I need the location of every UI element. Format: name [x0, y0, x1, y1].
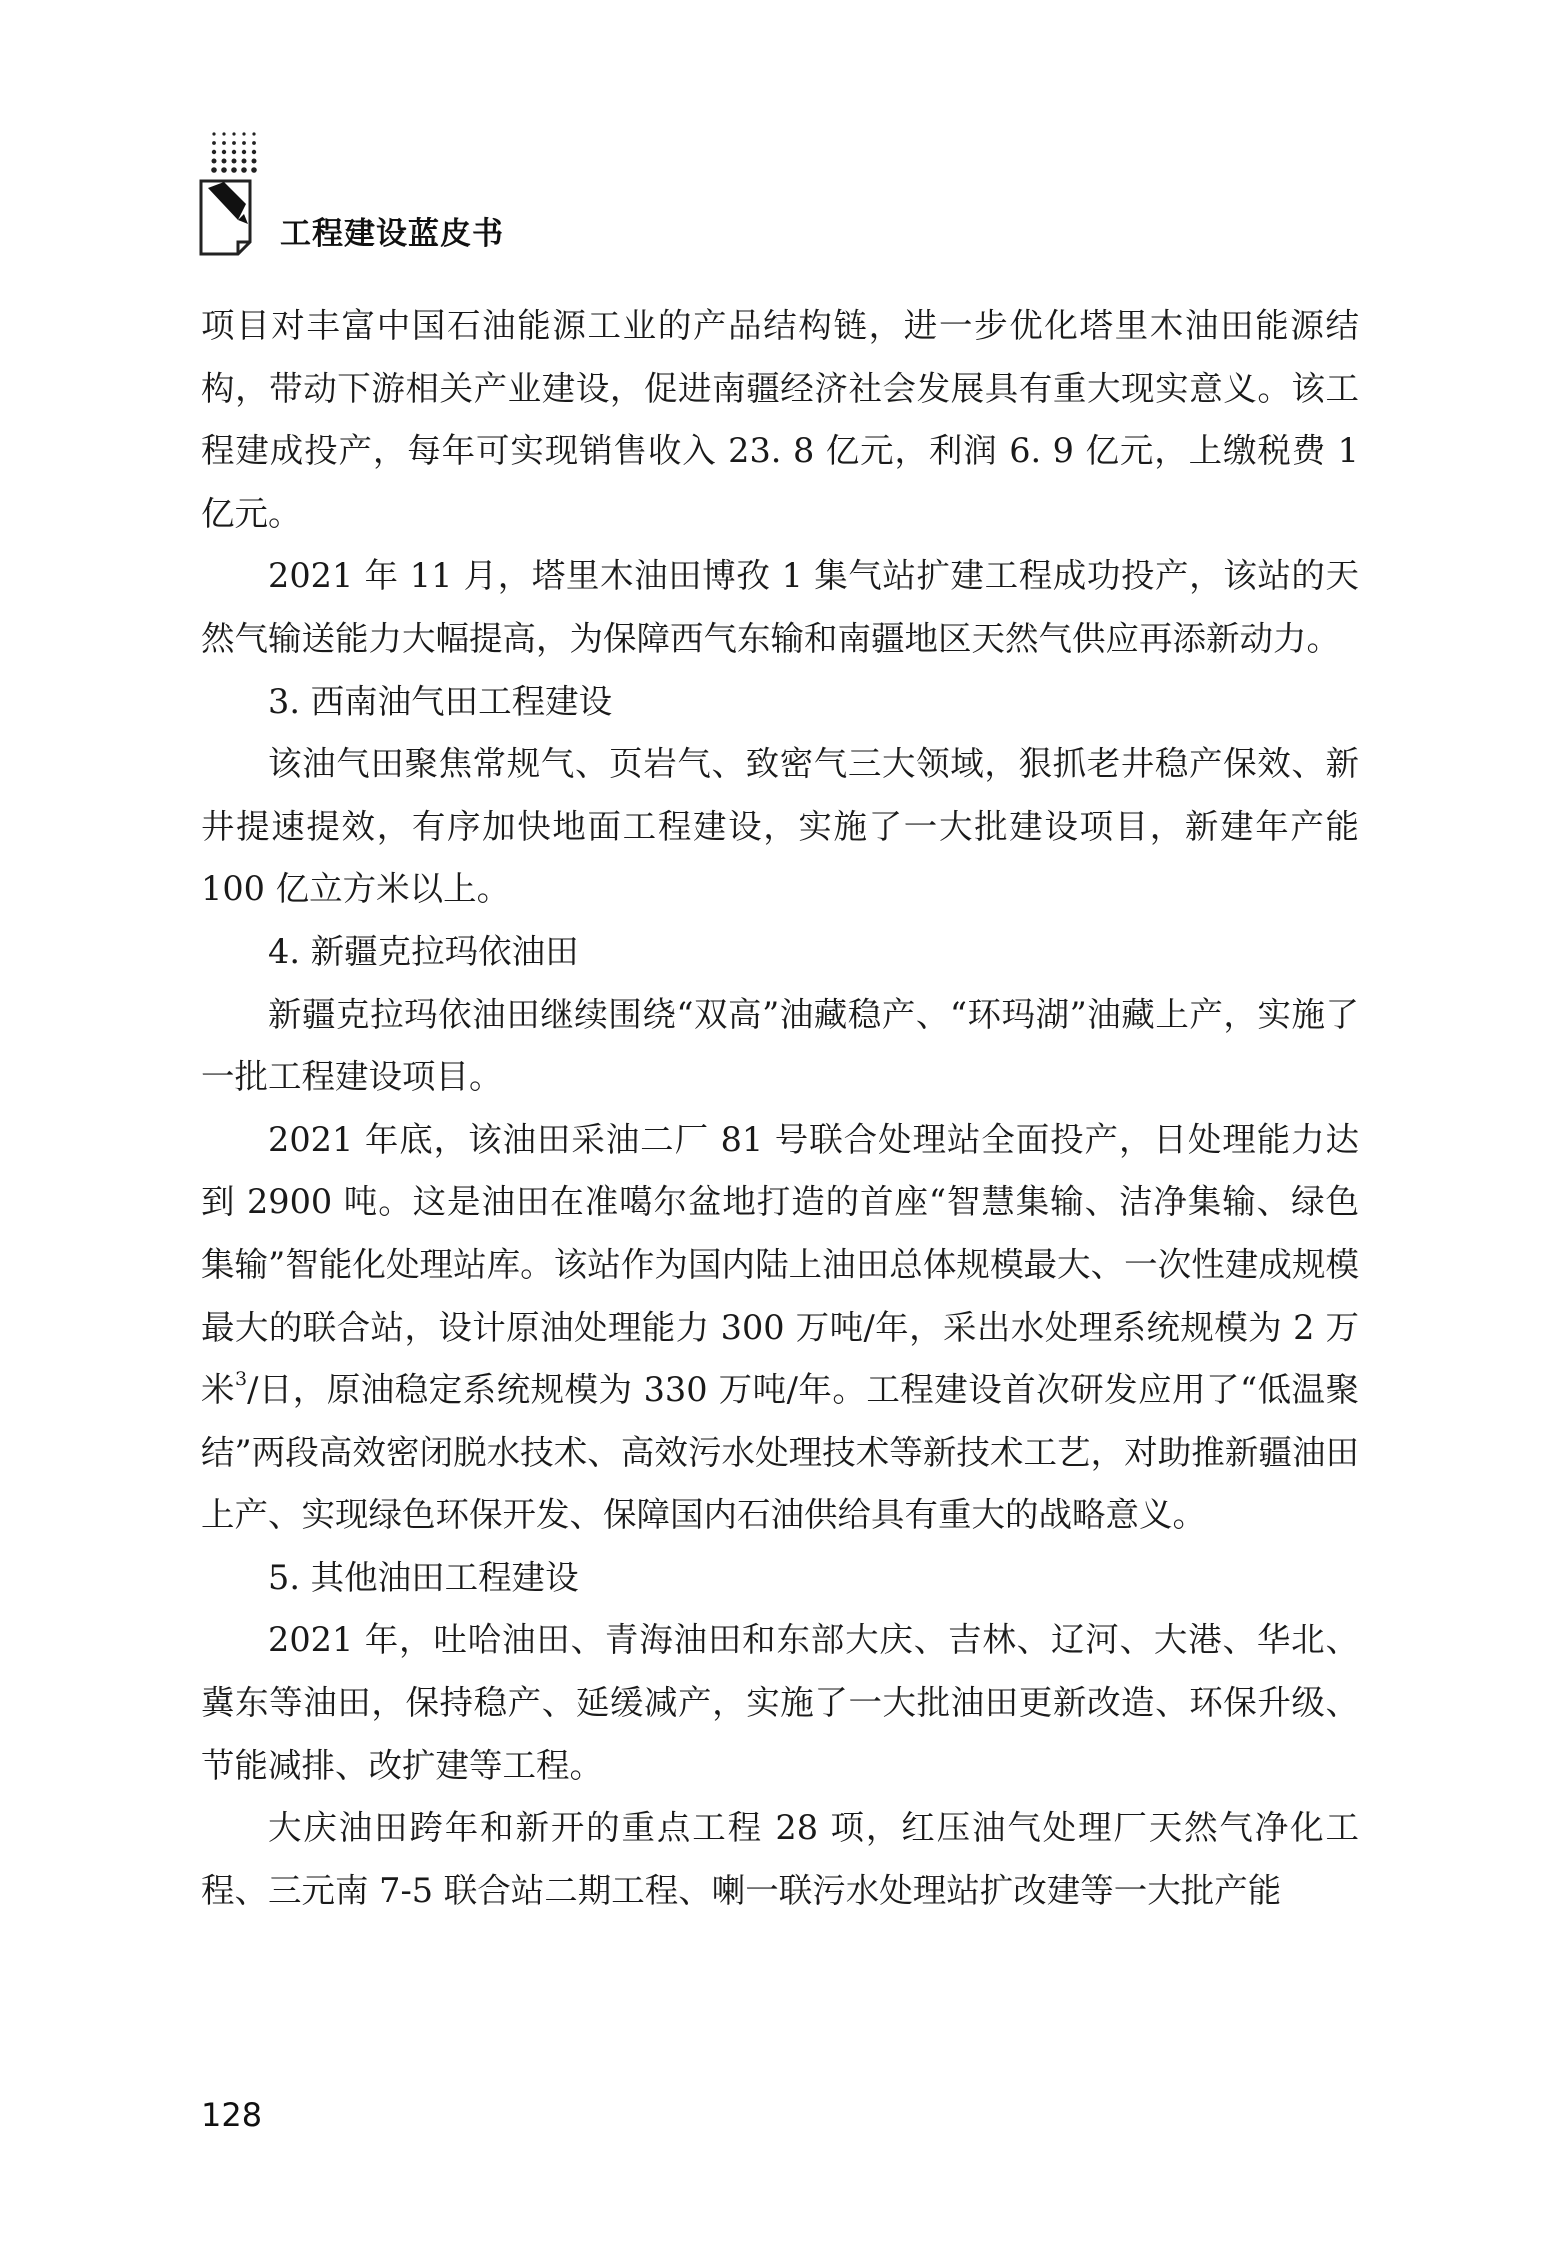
body-paragraph: 项目对丰富中国石油能源工业的产品结构链，进一步优化塔里木油田能源结构，带动下游相关产业建设，促进南疆经济社会发展具有重大现实意义。该工程建成投产，每年可实现销售收入 23. 8 亿元，利润 6. 9 亿元，上缴税费 1 亿元。 — [201, 306, 1359, 533]
paragraph-text: 2021 年底，该油田采油二厂 81 号联合处理站全面投产，日处理能力达到 2900 吨。这是油田在准噶尔盆地打造的首座“智慧集输、洁净集输、绿色集输”智能化处理站库。该站作为国内陆上油田总体规模最大、一次性建成规模最大的联合站，设计原油处理能力 300 万吨/年，采出水处理系统规模为 2 万米 — [201, 1119, 1359, 1410]
body-paragraph: 新疆克拉玛依油田继续围绕“双高”油藏稳产、“环玛湖”油藏上产，实施了一批工程建设项目。 — [201, 994, 1359, 1097]
body-paragraph: 2021 年 11 月，塔里木油田博孜 1 集气站扩建工程成功投产，该站的天然气输送能力大幅提高，为保障西气东输和南疆地区天然气供应再添新动力。 — [201, 556, 1359, 658]
body-paragraph: 大庆油田跨年和新开的重点工程 28 项，红压油气处理厂天然气净化工程、三元南 7-5 联合站二期工程、喇一联污水处理站扩改建等一大批产能 — [201, 1808, 1359, 1910]
body-paragraph: 该油气田聚焦常规气、页岩气、致密气三大领域，狠抓老井稳产保效、新井提速提效，有序加快地面工程建设，实施了一大批建设项目，新建年产能 100 亿立方米以上。 — [201, 744, 1359, 909]
paragraph-text: /日，原油稳定系统规模为 330 万吨/年。工程建设首次研发应用了“低温聚结”两段高效密闭脱水技术、高效污水处理技术等新技术工艺，对助推新疆油田上产、实现绿色环保开发、保障国内石油供给具有重大的战略意义。 — [201, 1370, 1360, 1535]
body-paragraph — [201, 1109, 1359, 1547]
page-number: 128 — [201, 2096, 263, 2134]
dot-grid-icon — [210, 128, 260, 176]
page-body — [201, 295, 1359, 1922]
header-title: 工程建设蓝皮书 — [280, 216, 504, 252]
book-icon — [198, 178, 260, 256]
body-paragraph: 2021 年，吐哈油田、青海油田和东部大庆、吉林、辽河、大港、华北、冀东等油田，保持稳产、延缓减产，实施了一大批油田更新改造、环保升级、节能减排、改扩建等工程。 — [201, 1620, 1359, 1785]
section-heading: 5. 其他油田工程建设 — [268, 1557, 579, 1597]
superscript: 3 — [234, 1367, 248, 1390]
section-heading: 4. 新疆克拉玛依油田 — [268, 931, 579, 971]
section-heading: 3. 西南油气田工程建设 — [268, 681, 613, 721]
running-header — [198, 128, 798, 268]
